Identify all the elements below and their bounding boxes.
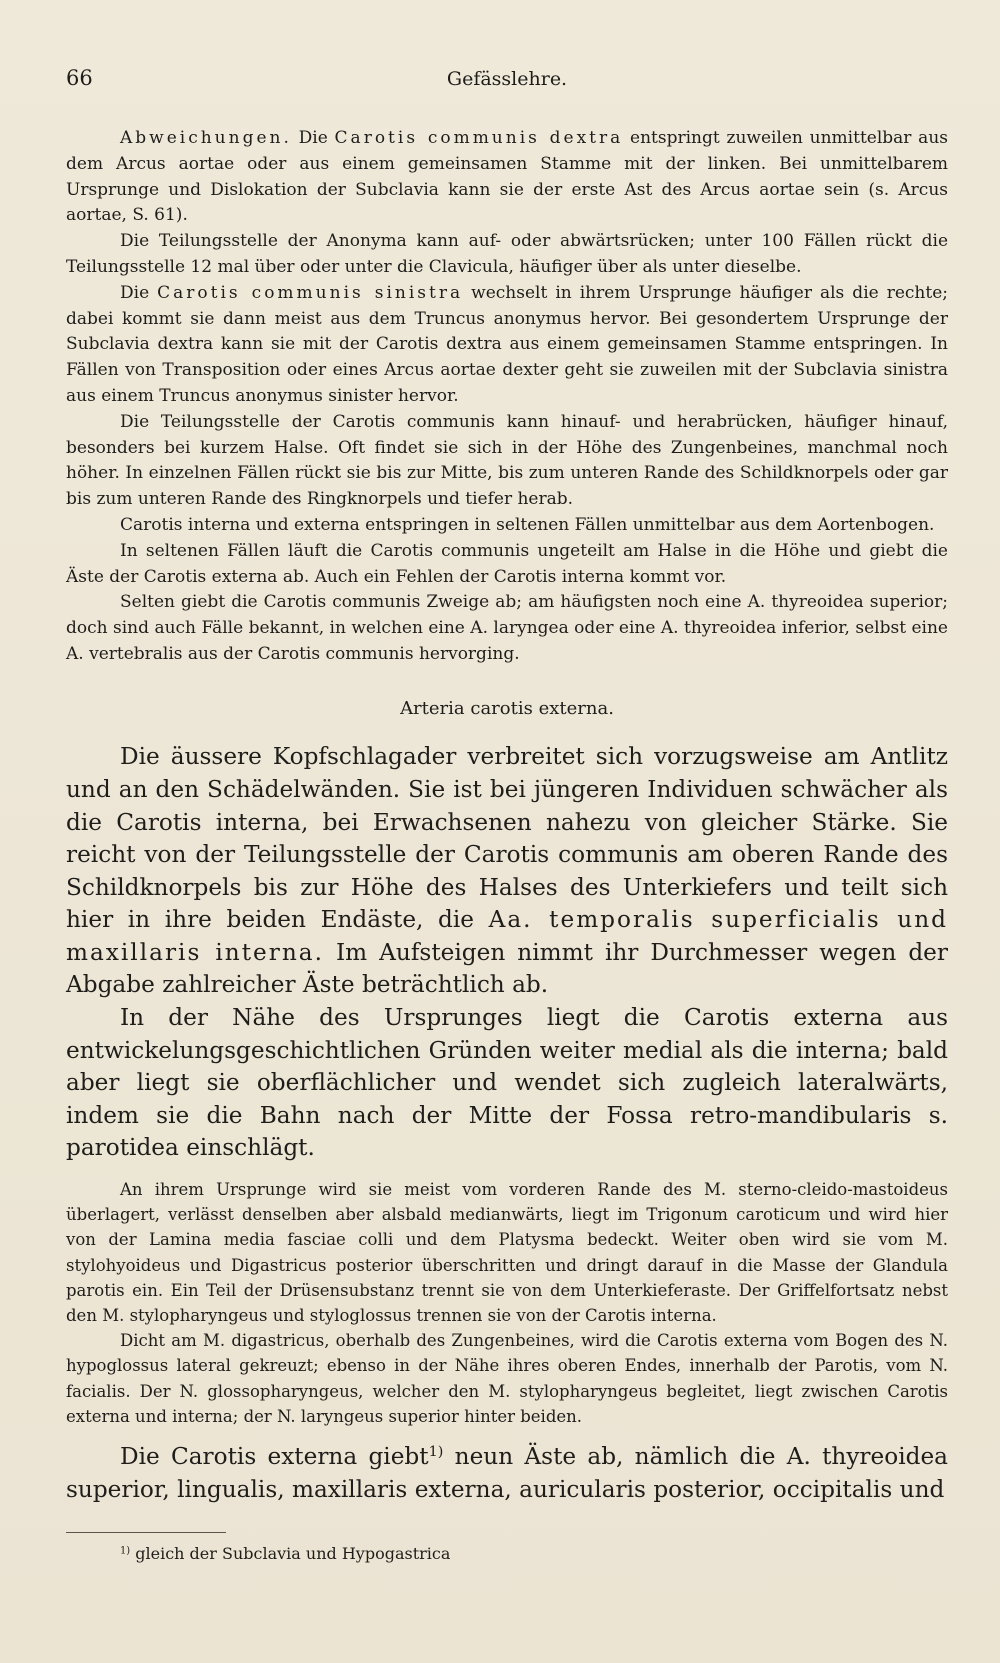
footnote-text: gleich der Subclavia und Hypogastrica <box>130 1544 451 1564</box>
paragraph: Die Teilungsstelle der Anonyma kann auf- oder abwärtsrücken; unter 100 Fällen rückt die Teilungsstelle 12 mal über oder unter die Clavicula, häufiger über als unter dieselbe. <box>66 231 948 277</box>
paragraph-carotis-sinistra <box>66 281 948 410</box>
page-number: 66 <box>66 66 93 90</box>
paragraph-text: wechselt in ihrem Ursprunge häufiger als die rechte; dabei kommt sie dann meist aus dem Truncus anonymus hervor. Bei gesondertem Ursprunge der Subclavia dextra kann sie mit der Carotis dextra aus einem gemeinsamen Stamme entspringen. In Fällen von Transposition oder eines Arcus aortae dexter geht sie zuweilen mit der Subclavia sinistra aus einem Truncus anonymus sinister hervor. <box>66 282 948 406</box>
footnote-reference: 1) <box>428 1444 444 1461</box>
paragraph: Selten giebt die Carotis communis Zweige ab; am häufigsten noch eine A. thyreoidea superior; doch sind auch Fälle bekannt, in welchen eine A. laryngea oder eine A. thyreoidea inferior, selbst eine A. vertebralis aus der Carotis communis hervorging. <box>66 592 948 664</box>
paragraph: Carotis interna und externa entspringen in seltenen Fällen unmittelbar aus dem Aortenbogen. <box>120 514 935 535</box>
branches-section <box>66 1441 948 1506</box>
paragraph: Die Teilungsstelle der Carotis communis kann hinauf- und herabrücken, häufiger hinauf, besonders bei kurzem Halse. Oft findet sie sich in der Höhe des Zungenbeines, manchmal noch höher. In einzelnen Fällen rückt sie bis zur Mitte, bis zum unteren Rande des Schildknorpels oder gar bis zum unteren Rande des Ringknorpels und tiefer herab. <box>66 411 948 510</box>
main-paragraph <box>66 741 948 1002</box>
anatomical-term: Carotis communis sinistra <box>157 282 464 303</box>
anatomical-term: Aa. temporalis superficialis und maxillaris interna. <box>66 906 948 966</box>
topography-paragraph: An ihrem Ursprunge wird sie meist vom vorderen Rande des M. sterno-cleido-mastoideus überlagert, verlässt denselben aber alsbald medianwärts, liegt im Trigonum caroticum und wird hier von der Lamina media fasciae colli und dem Platysma bedeckt. Weiter oben wird sie vom M. stylohyoideus und Digastricus posterior überschritten und dringt darauf in die Masse der Glandula parotis ein. Ein Teil der Drüsensubstanz trennt sie von dem Unterkieferaste. Der Griffelfortsatz nebst den M. stylopharyngeus und styloglossus trennen sie von der Carotis interna. <box>66 1180 948 1326</box>
variations-section <box>66 126 948 668</box>
footnote <box>66 1543 948 1565</box>
footnote-divider <box>66 1532 226 1533</box>
paragraph-text: neun Äste ab, nämlich die A. thyreoidea superior, lingualis, maxillaris externa, auricularis posterior, occipitalis und <box>66 1443 949 1503</box>
paragraph-text: entspringt zuweilen unmittelbar aus dem Arcus aortae oder aus einem gemeinsamen Stamme mit der linken. Bei unmittelbarem Ursprunge und Dislokation der Subclavia kann sie der erste Ast des Arcus aortae sein (s. Arcus aortae, S. 61). <box>66 128 948 226</box>
running-head: Gefässlehre. <box>446 68 568 90</box>
branches-paragraph <box>66 1441 948 1506</box>
paragraph-lead: Abweichungen. <box>120 128 292 148</box>
paragraph-abweichungen <box>66 126 948 229</box>
footnote-marker: 1) <box>120 1545 131 1557</box>
topography-paragraph: Dicht am M. digastricus, oberhalb des Zungenbeines, wird die Carotis externa vom Bogen des N. hypoglossus lateral gekreuzt; ebenso in der Nähe ihres oberen Endes, innerhalb der Parotis, vom N. facialis. Der N. glossopharyngeus, welcher den M. stylopharyngeus begleitet, liegt zwischen Carotis externa und interna; der N. laryngeus superior hinter beiden. <box>66 1331 948 1426</box>
section-heading: Arteria carotis externa. <box>400 697 614 719</box>
topography-section <box>66 1177 948 1429</box>
page-header <box>66 68 948 102</box>
paragraph-text: Die Carotis externa giebt <box>120 1443 429 1471</box>
main-paragraph: In der Nähe des Ursprunges liegt die Carotis externa aus entwickelungsgeschichtlichen Gründen weiter medial als die interna; bald aber liegt sie oberflächlicher und wendet sich zugleich lateralwärts, indem sie die Bahn nach der Mitte der Fossa retro-mandibularis s. parotidea einschlägt. <box>66 1004 948 1162</box>
paragraph-text: Die <box>291 128 335 148</box>
anatomical-term: Carotis communis dextra <box>334 128 624 148</box>
paragraph: In seltenen Fällen läuft die Carotis communis ungeteilt am Halse in die Höhe und giebt die Äste der Carotis externa ab. Auch ein Fehlen der Carotis interna kommt vor. <box>66 540 948 587</box>
paragraph-text: Die äussere Kopfschlagader verbreitet sich vorzugsweise am Antlitz und an den Schädelwänden. Sie ist bei jüngeren Individuen schwächer als die Carotis interna, bei Erwachsenen nahezu von gleicher Stärke. Sie reicht von der Teilungsstelle der Carotis communis am oberen Rande des Schildknorpels bis zur Höhe des Halses des Unterkiefers und teilt sich hier in ihre beiden Endäste, die <box>66 743 948 934</box>
paragraph-text: Die <box>120 282 158 303</box>
main-text-section <box>66 741 948 1165</box>
paragraph-text: Im Aufsteigen nimmt ihr Durchmesser wegen der Abgabe zahlreicher Äste beträchtlich ab. <box>66 938 948 999</box>
